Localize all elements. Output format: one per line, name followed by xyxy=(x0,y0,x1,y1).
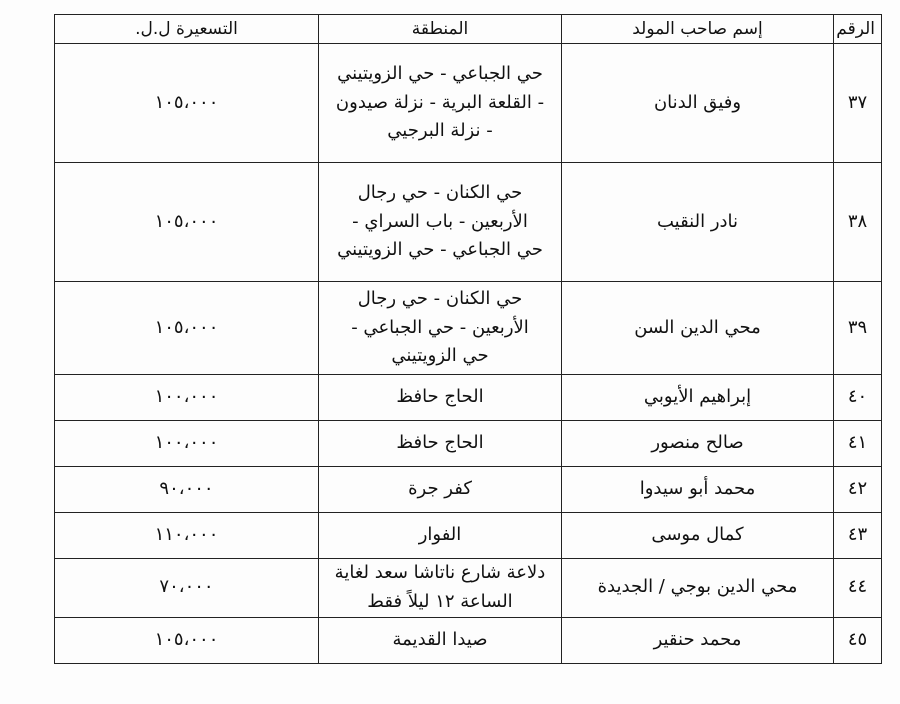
row-number: ٤٢ xyxy=(834,467,882,513)
row-number: ٣٩ xyxy=(834,282,882,375)
table-row xyxy=(55,559,882,618)
header-owner: إسم صاحب المولد xyxy=(562,15,834,44)
row-number: ٤٤ xyxy=(834,559,882,618)
table-row xyxy=(55,44,882,163)
header-price: التسعيرة ل.ل. xyxy=(55,15,319,44)
row-area-line: دلاعة شارع ناتاشا سعد لغاية xyxy=(334,562,546,583)
row-area-line: حي الكنان - حي رجال xyxy=(357,287,523,309)
row-owner: كمال موسى xyxy=(562,513,834,559)
row-area: الفوار xyxy=(319,513,562,559)
row-owner: محمد حنقير xyxy=(562,617,834,663)
generator-price-table xyxy=(54,14,882,664)
row-number: ٤٠ xyxy=(834,375,882,421)
table-row xyxy=(55,617,882,663)
row-price: ١٠٠،٠٠٠ xyxy=(55,375,319,421)
row-area-line: حي الكنان - حي رجال xyxy=(357,181,523,203)
row-owner: نادر النقيب xyxy=(562,163,834,282)
row-number: ٤١ xyxy=(834,421,882,467)
row-area-line: الساعة ١٢ ليلاً فقط xyxy=(367,590,513,612)
row-price: ١٠٥،٠٠٠ xyxy=(55,617,319,663)
table-row xyxy=(55,375,882,421)
row-area: كفر جرة xyxy=(319,467,562,513)
table-row xyxy=(55,282,882,375)
row-area-line: - القلعة البرية - نزلة صيدون xyxy=(335,91,545,113)
row-area: الحاج حافظ xyxy=(319,375,562,421)
row-area-line: حي الجباعي - حي الزويتيني xyxy=(337,62,543,84)
row-price: ١٠٥،٠٠٠ xyxy=(55,163,319,282)
row-area: صيدا القديمة xyxy=(319,617,562,663)
row-owner: صالح منصور xyxy=(562,421,834,467)
row-area: الحاج حافظ xyxy=(319,421,562,467)
row-price: ١٠٥،٠٠٠ xyxy=(55,44,319,163)
row-area xyxy=(319,282,562,375)
row-number: ٤٣ xyxy=(834,513,882,559)
row-owner: إبراهيم الأيوبي xyxy=(562,375,834,421)
row-area xyxy=(319,163,562,282)
table-row xyxy=(55,513,882,559)
row-owner: محي الدين السن xyxy=(562,282,834,375)
table-header-row xyxy=(55,15,882,44)
row-owner: محي الدين بوجي / الجديدة xyxy=(562,559,834,618)
row-number: ٤٥ xyxy=(834,617,882,663)
row-area-line: حي الزويتيني xyxy=(391,345,489,367)
row-price: ٩٠،٠٠٠ xyxy=(55,467,319,513)
row-price: ١٠٥،٠٠٠ xyxy=(55,282,319,375)
row-price: ١٠٠،٠٠٠ xyxy=(55,421,319,467)
row-number: ٣٨ xyxy=(834,163,882,282)
table-row xyxy=(55,163,882,282)
row-area xyxy=(319,44,562,163)
table-row xyxy=(55,467,882,513)
table-row xyxy=(55,421,882,467)
row-price: ١١٠،٠٠٠ xyxy=(55,513,319,559)
row-area-line: حي الجباعي - حي الزويتيني xyxy=(337,239,543,261)
row-area-line: - نزلة البرجيي xyxy=(387,120,493,142)
row-area xyxy=(319,559,562,618)
row-price: ٧٠،٠٠٠ xyxy=(55,559,319,618)
row-owner: وفيق الدنان xyxy=(562,44,834,163)
header-number: الرقم xyxy=(834,15,882,44)
row-owner: محمد أبو سيدوا xyxy=(562,467,834,513)
row-number: ٣٧ xyxy=(834,44,882,163)
header-area: المنطقة xyxy=(319,15,562,44)
row-area-line: الأربعين - باب السراي - xyxy=(352,210,528,232)
row-area-line: الأربعين - حي الجباعي - xyxy=(351,316,529,338)
